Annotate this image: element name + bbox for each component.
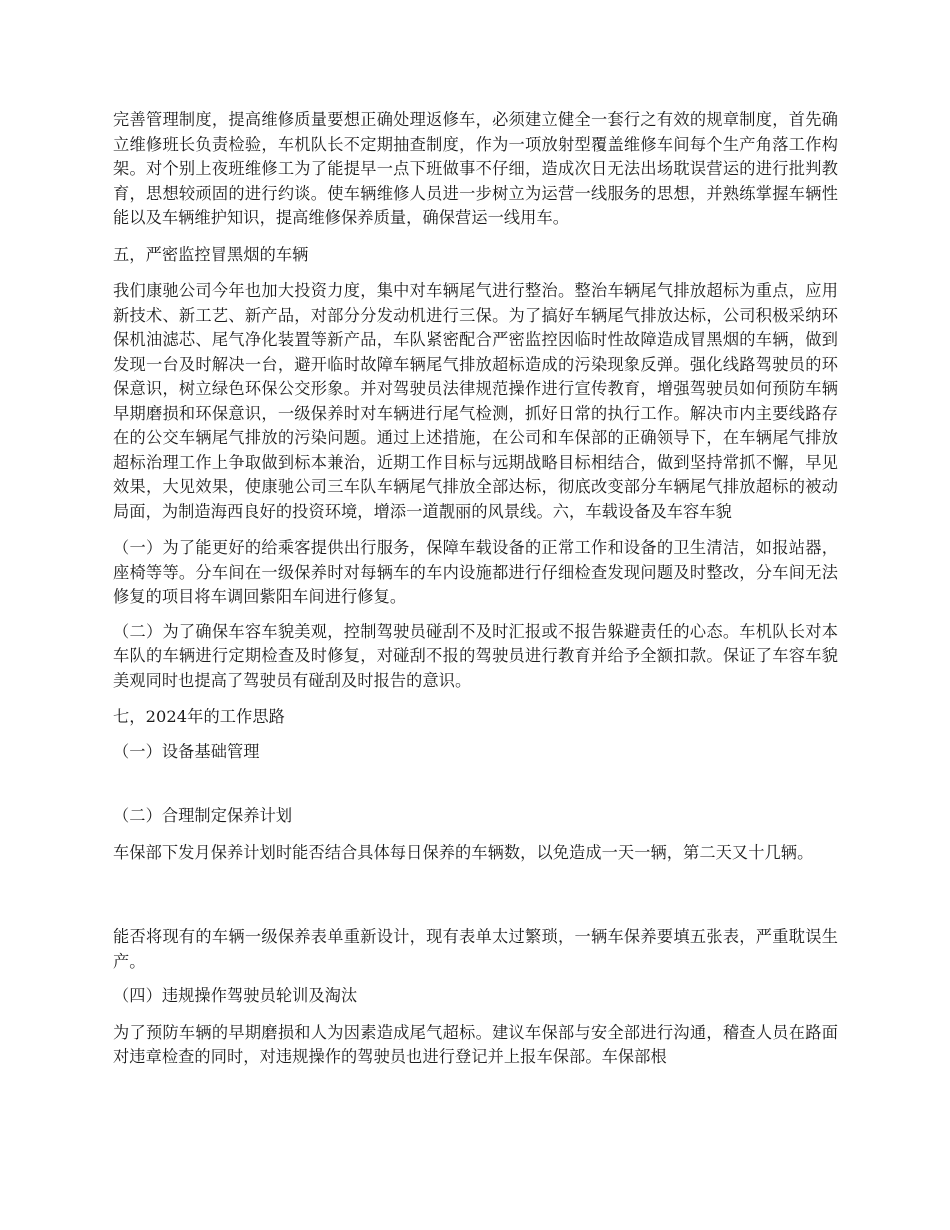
subheading-driver-training: （四）违规操作驾驶员轮训及淘汰 — [113, 986, 358, 1005]
section-heading-7: 七，2024年的工作思路 — [113, 707, 285, 726]
subheading-maintenance-plan: （二）合理制定保养计划 — [113, 806, 293, 825]
paragraph-vehicle-appearance: （二）为了确保车容车貌美观，控制驾驶员碰刮不及时汇报或不报告躲避责任的心态。车机队长对本车队的车辆进行定期检查及时修复，对碰刮不报的驾驶员进行教育并给予全额扣款。保证了车容车貌美观同时也提高了驾驶员有碰刮及时报告的意识。 — [113, 621, 838, 690]
subheading-equipment-management: （一）设备基础管理 — [113, 741, 260, 761]
paragraph-exhaust-control: 我们康驰公司今年也加大投资力度，集中对车辆尾气进行整治。整治车辆尾气排放超标为重点，应用新技术、新工艺、新产品，对部分分发动机进行三保。为了搞好车辆尾气排放达标，公司积极采纳环保机油滤芯、尾气净化装置等新产品，车队紧密配合严密监控因临时性故障造成冒黑烟的车辆，做到发现一台及时解决一台，避开临时故障车辆尾气排放超标造成的污染现象反弹。强化线路驾驶员的环保意识，树立绿色环保公交形象。并对驾驶员法律规范操作进行宣传教育，增强驾驶员如何预防车辆早期磨损和环保意识，一级保养时对车辆进行尾气检测，抓好日常的执行工作。解决市内主要线路存在的公交车辆尾气排放的污染问题。通过上述措施，在公司和车保部的正确领导下，在车辆尾气排放超标治理工作上争取做到标本兼治，近期工作目标与远期战略目标相结合，做到坚持常抓不懈，早见效果，大见效果，使康驰公司三车队车辆尾气排放全部达标，彻底改变部分车辆尾气排放超标的被动局面，为制造海西良好的投资环境，增添一道靓丽的风景线。六，车载设备及车容车貌 — [113, 281, 838, 521]
paragraph-maintenance-system: 完善管理制度，提高维修质量要想正确处理返修车，必须建立健全一套行之有效的规章制度，首先确立维修班长负责检验，车机队长不定期抽查制度，作为一项放射型覆盖维修车间每个生产角落工作构架。对个别上夜班维修工为了能提早一点下班做事不仔细，造成次日无法出场耽误营运的进行批判教育，思想较顽固的进行约谈。使车辆维修人员进一步树立为运营一线服务的思想，并熟练掌握车辆性能以及车辆维护知识，提高维修保养质量，确保营运一线用车。 — [113, 110, 838, 227]
paragraph-driver-training: 为了预防车辆的早期磨损和人为因素造成尾气超标。建议车保部与安全部进行沟通，稽查人员在路面对违章检查的同时，对违规操作的驾驶员也进行登记并上报车保部。车保部根 — [113, 1022, 838, 1066]
paragraph-onboard-equipment: （一）为了能更好的给乘客提供出行服务，保障车载设备的正常工作和设备的卫生清洁，如报站器，座椅等等。分车间在一级保养时对每辆车的车内设施都进行仔细检查发现问题及时整改，分车间无法修复的项目将车调回紫阳车间进行修复。 — [113, 538, 838, 606]
paragraph-monthly-plan: 车保部下发月保养计划时能否结合具体每日保养的车辆数，以免造成一天一辆，第二天又十几辆。 — [113, 842, 814, 862]
paragraph-form-redesign: 能否将现有的车辆一级保养表单重新设计，现有表单太过繁琐，一辆车保养要填五张表，严重耽误生产。 — [113, 927, 838, 971]
section-heading-5: 五，严密监控冒黑烟的车辆 — [113, 244, 309, 264]
